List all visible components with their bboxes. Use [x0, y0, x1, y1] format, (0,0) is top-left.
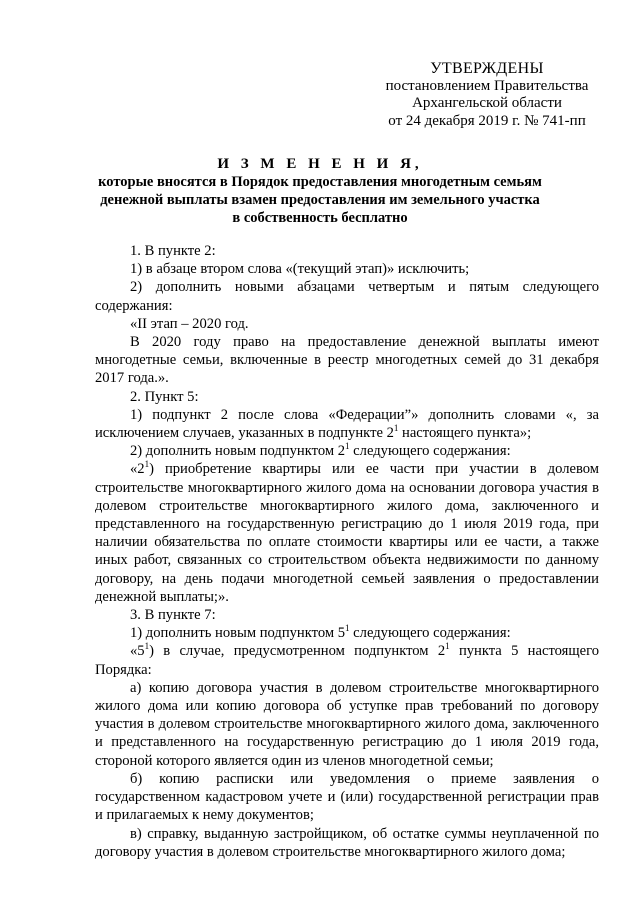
title-word: И З М Е Н Е Н И Я, — [217, 156, 423, 172]
title-line-2: денежной выплаты взамен предоставления им земельного участка — [100, 192, 540, 208]
text-run: 1) подпункт 2 после слова «Федерации”» дополнить словами «, за исключением случаев, указанных в подпункте 2 — [95, 406, 599, 442]
text-run: 2) дополнить новым подпунктом 2 — [130, 443, 346, 460]
superscript: 1 — [144, 641, 150, 652]
paragraph — [95, 406, 599, 442]
document-body — [95, 242, 599, 861]
paragraph — [95, 442, 599, 460]
superscript: 1 — [393, 423, 399, 434]
paragraph: 1) в абзаце втором слова «(текущий этап)» исключить; — [130, 261, 470, 278]
text-run: ) в случае, предусмотренном подпунктом 2 — [149, 643, 446, 660]
paragraph: 1. В пункте 2: — [130, 243, 216, 259]
text-run: пункта 5 настоящего Порядка: — [95, 643, 599, 678]
text-run: 1) дополнить новым подпунктом 5 — [130, 625, 346, 642]
paragraph: «II этап – 2020 год. — [130, 315, 249, 332]
text-run: ) приобретение квартиры или ее части при участии в долевом строительстве многоквартирного жилого дома на основании договора участия в долевом строительстве многоквартирного жилого дома, заключенного и представленного на государственную регистрацию до 1 июля 2019 года, при наличии обязательства по оплате стоимости квартиры или ее части, а также иных работ, связанных со строительством объекта недвижимости по данному договору, на день подачи многодетной семьей заявления о предоставлении денежной выплаты;». — [95, 461, 599, 605]
paragraph: 2) дополнить новыми абзацами четвертым и пятым следующего содержания: — [95, 279, 599, 314]
approval-line-2: Архангельской области — [412, 95, 562, 111]
paragraph — [95, 642, 599, 678]
paragraph: 2. Пункт 5: — [130, 388, 199, 405]
paragraph: 3. В пункте 7: — [130, 607, 216, 624]
paragraph: в) справку, выданную застройщиком, об остатке суммы неуплаченной по договору участия в долевом строительстве многоквартирного жилого дома; — [95, 825, 599, 860]
superscript: 1 — [144, 459, 150, 470]
text-run: следующего содержания: — [349, 443, 511, 460]
paragraph: а) копию договора участия в долевом строительстве многоквартирного жилого дома или копию договора об уступке прав требований по договору участия в долевом строительстве многоквартирного жилого дома, заключенного и представленного на государственную регистрацию до 1 июля 2019 года, стороной которого является один из членов многодетной семьи; — [95, 679, 599, 769]
title-line-3: в собственность бесплатно — [232, 210, 408, 226]
superscript: 1 — [345, 441, 350, 452]
text-run: следующего содержания: — [349, 625, 511, 642]
text-run: «2 — [130, 461, 145, 478]
superscript: 1 — [445, 641, 450, 652]
paragraph: В 2020 году право на предоставление денежной выплаты имеют многодетные семьи, включенные в реестр многодетных семей до 31 декабря 2017 года.». — [95, 334, 599, 387]
title-line-1: которые вносятся в Порядок предоставления многодетным семьям — [98, 174, 542, 190]
document-title — [70, 155, 570, 227]
approval-line-1: постановлением Правительства — [385, 77, 589, 94]
approval-heading: УТВЕРЖДЕНЫ — [430, 60, 544, 77]
paragraph — [95, 624, 599, 642]
paragraph — [95, 460, 599, 606]
text-run: «5 — [130, 643, 145, 660]
approval-line-3: от 24 декабря 2019 г. № 741-пп — [388, 112, 586, 129]
text-run: настоящего пункта»; — [398, 425, 532, 442]
paragraph: б) копию расписки или уведомления о приеме заявления о государственном кадастровом учете и (или) государственной регистрации прав и прилагаемых к нему документов; — [95, 770, 599, 824]
approval-stamp — [372, 60, 602, 130]
superscript: 1 — [345, 623, 350, 634]
